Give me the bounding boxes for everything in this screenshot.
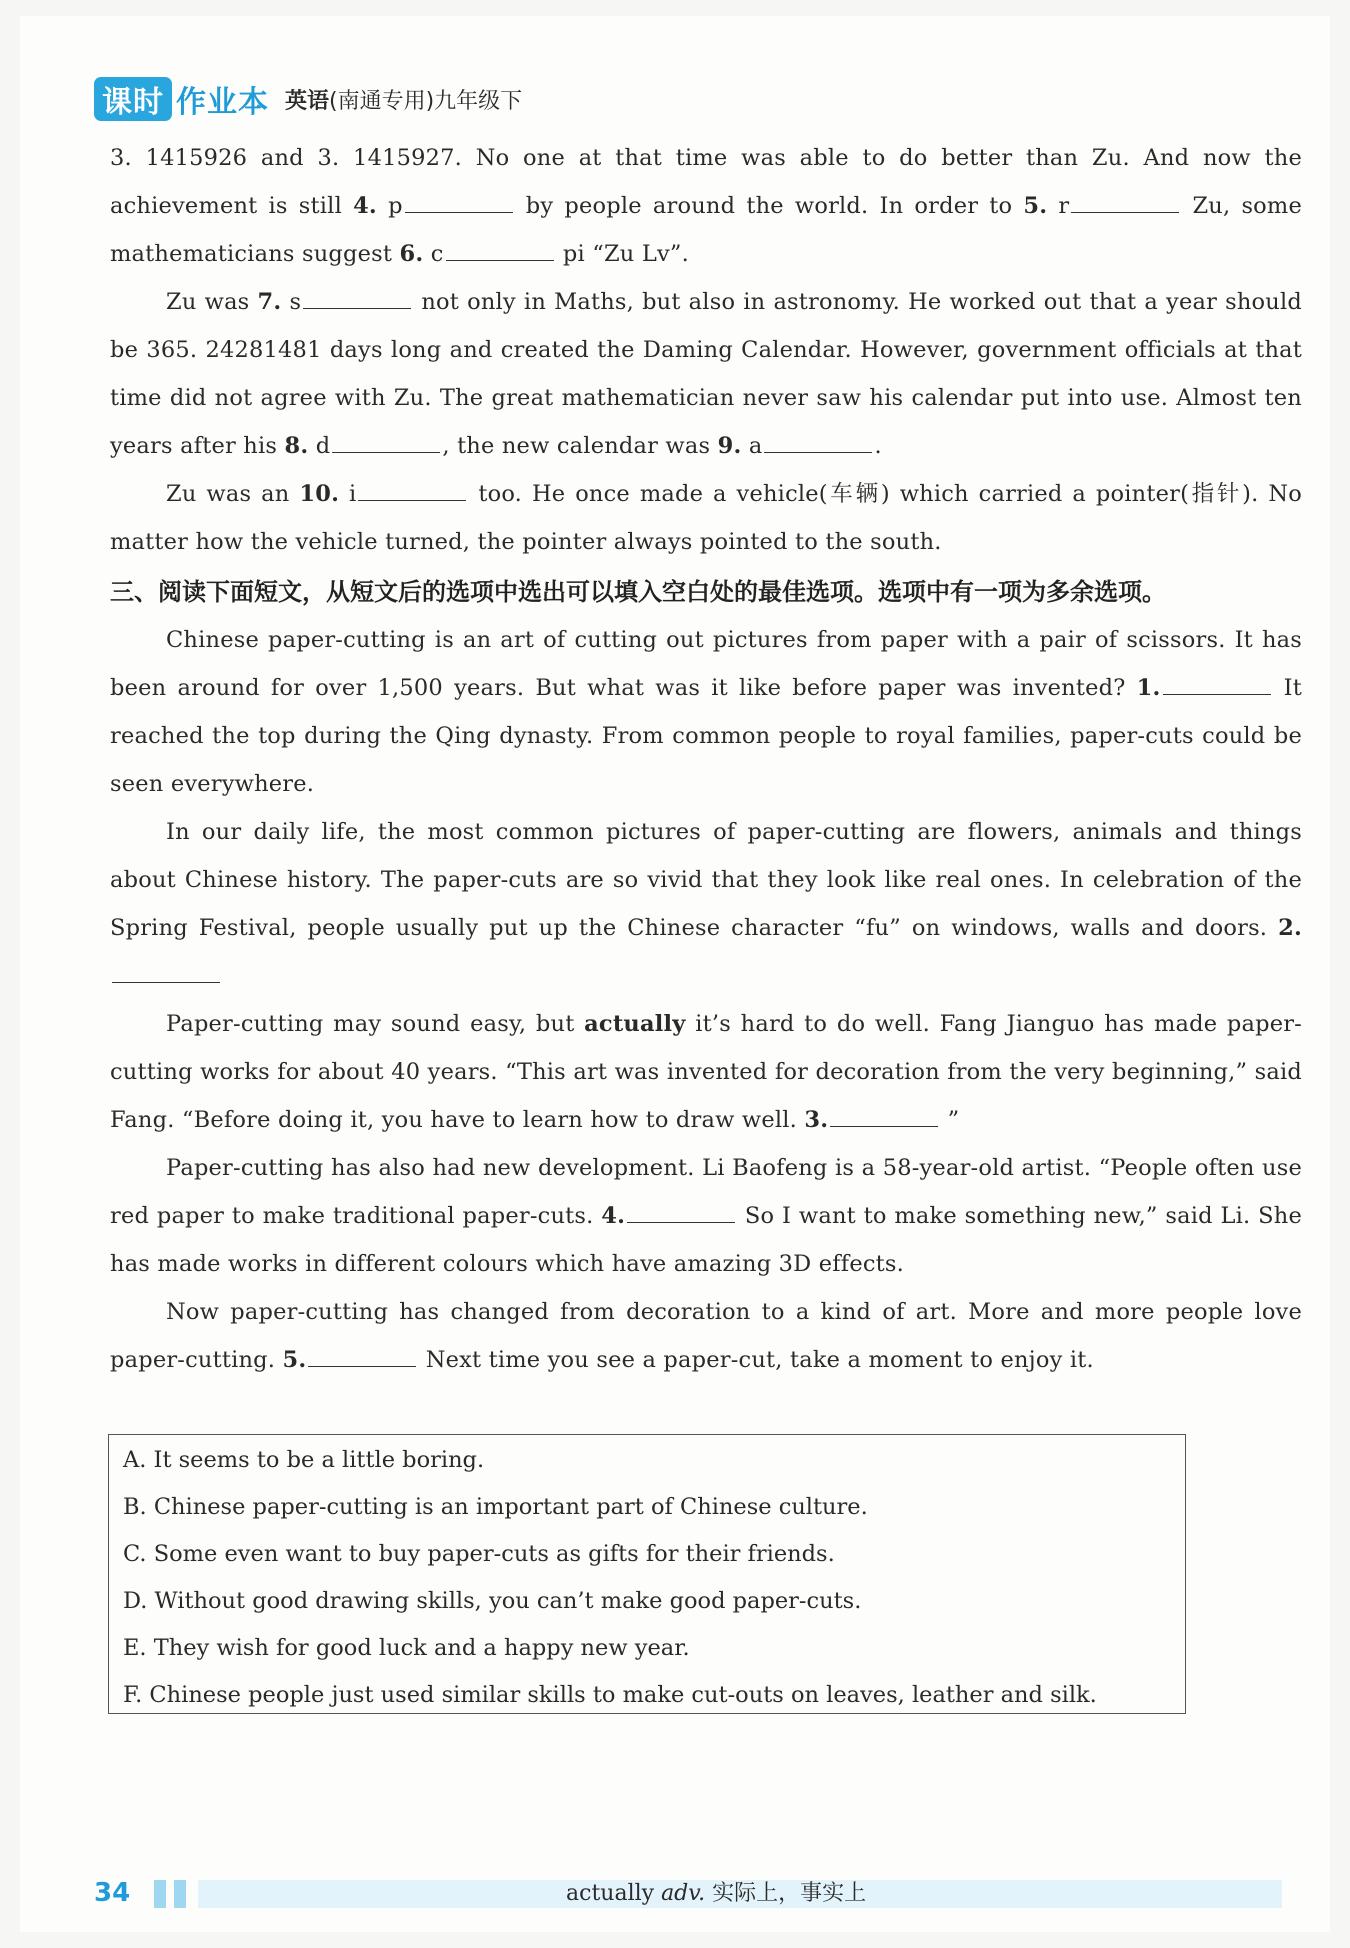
- initial-letter: c: [423, 241, 444, 267]
- footer: [94, 1874, 1294, 1914]
- header: [94, 74, 522, 124]
- text: Next time you see a paper-cut, take a moment to enjoy it.: [418, 1347, 1094, 1373]
- initial-letter: r: [1047, 193, 1070, 219]
- initial-letter: a: [741, 433, 763, 459]
- text: It reached the top during the Qing dynasty. From common people to royal families, paper-cuts could be seen everywhere.: [110, 675, 1302, 797]
- initial-letter: s: [281, 289, 302, 315]
- option-f: F. Chinese people just used similar skills to make cut-outs on leaves, leather and silk.: [123, 1682, 1097, 1708]
- text: 3. 1415926 and 3. 1415927. No one at that time was able to do better than Zu. And now the achievement is still: [110, 145, 1302, 219]
- blank-number: 5.: [1023, 193, 1048, 219]
- text: Zu was: [166, 289, 258, 315]
- text: Paper-cutting has also had new development. Li Baofeng is a 58-year-old artist. “People often use red paper to make traditional paper-cuts.: [110, 1155, 1302, 1229]
- text: .: [874, 433, 882, 459]
- passage1-paragraph-3: [110, 470, 1302, 566]
- option-c: C. Some even want to buy paper-cuts as gifts for their friends.: [123, 1541, 835, 1567]
- footer-bar-1: [154, 1880, 166, 1908]
- text: not only in Maths, but also in astronomy. He worked out that a year should be 365. 24281481 days long and created the Daming Calendar. However, government officials at that time did not agree with Zu. The great mathematician never saw his calendar put into use. Almost ten years after his: [110, 289, 1302, 459]
- initial-letter: d: [308, 433, 331, 459]
- vocab-word: actually: [584, 1011, 686, 1037]
- blank-number: 8.: [284, 433, 309, 459]
- text: , the new calendar was: [442, 433, 718, 459]
- section3-paragraph-3: [110, 1000, 1302, 1144]
- blank-number: 3.: [804, 1107, 829, 1133]
- text: Paper-cutting may sound easy, but: [166, 1011, 585, 1037]
- option-d: D. Without good drawing skills, you can’t make good paper-cuts.: [123, 1588, 862, 1614]
- book-subject: 英语: [285, 88, 330, 114]
- text: Now paper-cutting has changed from decoration to a kind of art. More and more people love paper-cutting.: [110, 1299, 1302, 1373]
- text: it’s hard to do well. Fang Jianguo has made paper-cutting works for about 40 years. “This art was invented for decoration from the very beginning,” said Fang. “Before doing it, you have to learn how to draw well.: [110, 1011, 1302, 1133]
- blank-number: 2.: [1278, 915, 1302, 941]
- blank-number: 4.: [353, 193, 377, 219]
- blank-number: 9.: [717, 433, 742, 459]
- section3-heading: 三、阅读下面短文，从短文后的选项中选出可以填入空白处的最佳选项。选项中有一项为多余选项。: [110, 578, 1166, 606]
- text: In our daily life, the most common pictures of paper-cutting are flowers, animals and things about Chinese history. The paper-cuts are so vivid that they look like real ones. In celebration of the Spring Festival, people usually put up the Chinese character “fu” on windows, walls and doors.: [110, 819, 1302, 941]
- text: by people around the world. In order to: [514, 193, 1024, 219]
- text: pi “Zu Lv”.: [555, 241, 689, 267]
- footer-meaning: 实际上，事实上: [705, 1881, 867, 1906]
- options-box: [108, 1434, 1186, 1714]
- answer-blank[interactable]: [627, 1196, 735, 1223]
- text: Chinese paper-cutting is an art of cutting out pictures from paper with a pair of scissors. It has been around for over 1,500 years. But what was it like before paper was invented?: [110, 627, 1302, 701]
- blank-number: 7.: [257, 289, 282, 315]
- initial-letter: i: [339, 481, 357, 507]
- section3-paragraph-1: [110, 616, 1302, 808]
- text: So I want to make something new,” said Li. She has made works in different colours which have amazing 3D effects.: [110, 1203, 1302, 1277]
- answer-blank[interactable]: [446, 234, 554, 261]
- answer-blank[interactable]: [1071, 186, 1179, 213]
- option-a: A. It seems to be a little boring.: [123, 1447, 485, 1473]
- blank-number: 5.: [282, 1347, 307, 1373]
- text: Zu, some mathematicians suggest: [110, 193, 1302, 267]
- logo-box: 课时: [94, 77, 172, 121]
- answer-blank[interactable]: [405, 186, 513, 213]
- blank-number: 1.: [1136, 675, 1161, 701]
- blank-number: 4.: [601, 1203, 626, 1229]
- text: Zu was an: [166, 481, 300, 507]
- option-e: E. They wish for good luck and a happy new year.: [123, 1635, 690, 1661]
- blank-number: 6.: [399, 241, 424, 267]
- text: ”: [940, 1107, 960, 1133]
- passage1-paragraph-1: [110, 134, 1302, 278]
- answer-blank[interactable]: [112, 956, 220, 983]
- book-subtitle: (南通专用)九年级下: [329, 88, 523, 114]
- blank-number: 10.: [299, 481, 340, 507]
- answer-blank[interactable]: [308, 1340, 416, 1367]
- initial-letter: p: [376, 193, 403, 219]
- content: [110, 134, 1302, 1384]
- answer-blank[interactable]: [303, 282, 411, 309]
- section3-paragraph-4: [110, 1144, 1302, 1288]
- section3-paragraph-2: [110, 808, 1302, 1000]
- answer-blank[interactable]: [764, 426, 872, 453]
- footer-vocab-note: [566, 1880, 866, 1908]
- logo-text: 作业本: [176, 85, 269, 120]
- page: [20, 16, 1330, 1932]
- footer-pos: adv.: [661, 1881, 706, 1906]
- answer-blank[interactable]: [332, 426, 440, 453]
- option-b: B. Chinese paper-cutting is an important part of Chinese culture.: [123, 1494, 868, 1520]
- book-title: [285, 84, 522, 115]
- page-number: 34: [94, 1878, 131, 1908]
- text: too. He once made a vehicle(车辆) which carried a pointer(指针). No matter how the vehicle turned, the pointer always pointed to the south.: [110, 481, 1302, 555]
- section3-paragraph-5: [110, 1288, 1302, 1384]
- answer-blank[interactable]: [830, 1100, 938, 1127]
- footer-bar-2: [174, 1880, 186, 1908]
- answer-blank[interactable]: [358, 474, 466, 501]
- passage1-paragraph-2: [110, 278, 1302, 470]
- footer-word: actually: [566, 1881, 662, 1906]
- answer-blank[interactable]: [1163, 668, 1271, 695]
